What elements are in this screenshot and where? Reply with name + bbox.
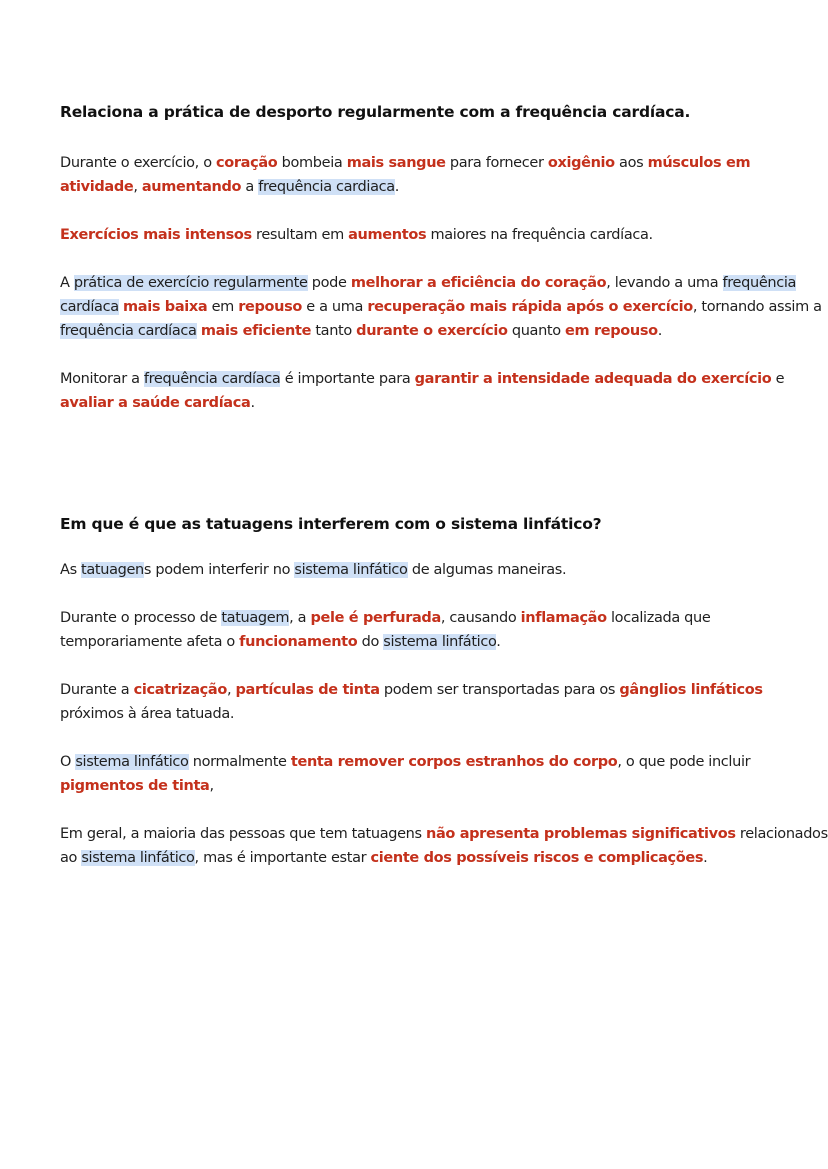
emphasis-text: Exercícios mais intensos xyxy=(60,227,252,243)
emphasis-text: aumentos xyxy=(348,227,427,243)
emphasis-text: inflamação xyxy=(520,610,607,626)
plain-text: . xyxy=(394,179,400,195)
emphasis-text: mais sangue xyxy=(346,155,446,171)
plain-text: . xyxy=(496,634,501,650)
plain-text: localizada que temporariamente afeta o xyxy=(60,610,711,650)
plain-text: de algumas maneiras. xyxy=(407,562,567,578)
emphasis-text: avaliar a saúde cardíaca xyxy=(60,395,251,411)
plain-text: . xyxy=(250,395,255,411)
plain-text: , xyxy=(209,778,214,794)
emphasis-text: aumentando xyxy=(141,179,242,195)
highlighted-text: sistema linfático xyxy=(81,850,195,866)
plain-text: pode xyxy=(307,275,351,291)
answer-paragraph xyxy=(60,271,828,343)
plain-text: do xyxy=(357,634,384,650)
emphasis-text: tenta remover corpos estranhos do corpo xyxy=(290,754,618,770)
question-heading: Relaciona a prática de desporto regularmente com a frequência cardíaca. xyxy=(60,103,691,121)
plain-text: s podem interferir no xyxy=(143,562,295,578)
highlighted-text: sistema linfático xyxy=(75,754,189,770)
highlighted-text: sistema linfático xyxy=(294,562,408,578)
highlighted-text: sistema linfático xyxy=(383,634,497,650)
plain-text: , xyxy=(133,179,142,195)
section-lymphatic-system xyxy=(60,512,828,894)
answer-paragraph xyxy=(60,367,828,415)
emphasis-text: oxigênio xyxy=(547,155,615,171)
emphasis-text: gânglios linfáticos xyxy=(619,682,763,698)
highlighted-text: frequência cardíaca xyxy=(60,275,797,315)
plain-text: normalmente xyxy=(188,754,291,770)
emphasis-text: coração xyxy=(215,155,278,171)
plain-text: relacionados ao xyxy=(60,826,828,866)
plain-text: maiores na frequência cardíaca. xyxy=(426,227,653,243)
plain-text: . xyxy=(657,323,663,339)
plain-text: e a uma xyxy=(302,299,368,315)
emphasis-text: pigmentos de tinta xyxy=(60,778,210,794)
emphasis-text: partículas de tinta xyxy=(235,682,380,698)
plain-text: O xyxy=(60,754,76,770)
plain-text: podem ser transportadas para os xyxy=(379,682,620,698)
highlighted-text: frequência cardíaca xyxy=(143,371,281,387)
emphasis-text: recuperação mais rápida após o exercício xyxy=(367,299,693,315)
question-heading: Em que é que as tatuagens interferem com o sistema linfático? xyxy=(60,515,602,533)
answer-paragraph xyxy=(60,678,828,726)
plain-text: próximos à área tatuada. xyxy=(60,706,235,722)
emphasis-text: cicatrização xyxy=(133,682,227,698)
plain-text: para fornecer xyxy=(445,155,548,171)
plain-text: Durante a xyxy=(60,682,134,698)
plain-text: a xyxy=(241,179,259,195)
answer-paragraph xyxy=(60,558,828,582)
highlighted-text: frequência cardiaca xyxy=(258,179,395,195)
plain-text: bombeia xyxy=(277,155,347,171)
plain-text: e xyxy=(771,371,785,387)
plain-text: , a xyxy=(289,610,311,626)
emphasis-text: melhorar a eficiência do coração xyxy=(350,275,607,291)
plain-text: , levando a uma xyxy=(606,275,723,291)
highlighted-text: prática de exercício regularmente xyxy=(73,275,308,291)
answer-paragraph xyxy=(60,750,828,798)
answer-paragraph xyxy=(60,822,828,870)
emphasis-text: funcionamento xyxy=(239,634,358,650)
emphasis-text: mais eficiente xyxy=(200,323,312,339)
plain-text: é importante para xyxy=(280,371,415,387)
section-heart-rate xyxy=(60,100,828,439)
highlighted-text: tatuagem xyxy=(221,610,290,626)
emphasis-text: não apresenta problemas significativos xyxy=(426,826,736,842)
plain-text: , mas é importante estar xyxy=(194,850,371,866)
answer-paragraph xyxy=(60,223,828,247)
emphasis-text: garantir a intensidade adequada do exercício xyxy=(414,371,772,387)
emphasis-text: repouso xyxy=(238,299,303,315)
plain-text: Monitorar a xyxy=(60,371,144,387)
highlighted-text: frequência cardíaca xyxy=(60,323,197,339)
plain-text: Durante o exercício, o xyxy=(60,155,216,171)
plain-text: , tornando assim a xyxy=(692,299,822,315)
plain-text: tanto xyxy=(311,323,357,339)
plain-text: . xyxy=(703,850,708,866)
plain-text: A xyxy=(60,275,74,291)
emphasis-text: músculos em atividade xyxy=(60,155,751,195)
emphasis-text: ciente dos possíveis riscos e complicações xyxy=(370,850,704,866)
emphasis-text: mais baixa xyxy=(123,299,208,315)
plain-text: , o que pode incluir xyxy=(617,754,751,770)
emphasis-text: durante o exercício xyxy=(356,323,508,339)
plain-text: em xyxy=(207,299,239,315)
plain-text: Em geral, a maioria das pessoas que tem tatuagens xyxy=(60,826,426,842)
plain-text: Durante o processo de xyxy=(60,610,222,626)
plain-text: resultam em xyxy=(251,227,349,243)
plain-text: , xyxy=(226,682,236,698)
emphasis-text: em repouso xyxy=(565,323,658,339)
answer-paragraph xyxy=(60,606,828,654)
plain-text: quanto xyxy=(507,323,566,339)
emphasis-text: pele é perfurada xyxy=(310,610,441,626)
plain-text: , causando xyxy=(440,610,521,626)
answer-paragraph xyxy=(60,151,828,199)
plain-text: As xyxy=(60,562,82,578)
highlighted-text: tatuagen xyxy=(81,562,144,578)
plain-text: aos xyxy=(614,155,648,171)
